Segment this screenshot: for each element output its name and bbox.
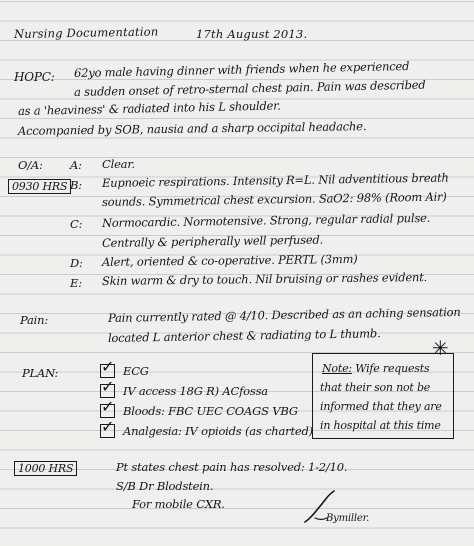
oa-letter-e: E: [70, 276, 82, 290]
oa-text-b: Eupnoeic respirations. Intensity R=L. Nil adventitious breath [101, 170, 449, 190]
plan-item [100, 357, 149, 378]
oa-label: O/A: [18, 158, 43, 172]
note-line [322, 362, 429, 376]
document-title: Nursing Documentation [13, 24, 159, 41]
hopc-line: Accompanied by SOB, nausia and a sharp occipital headache. [17, 119, 367, 138]
plan-item-label: ECG [123, 364, 149, 378]
check-icon: ✓ [101, 397, 115, 416]
plan-item-label: IV access 18G R) ACfossa [123, 384, 268, 398]
hopc-line: 62yo male having dinner with friends when he experienced [73, 58, 410, 80]
pain-line: located L anterior chest & radiating to L thumb. [107, 326, 381, 345]
plan-label: PLAN: [22, 366, 59, 380]
oa-letter-d: D: [70, 256, 83, 270]
oa-text-a: Clear. [102, 157, 135, 171]
oa-text-d: Alert, oriented & co-operative. PERTL (3mm) [101, 251, 358, 269]
time-badge-1000: 1000 HRS [14, 461, 77, 476]
check-icon: ✓ [101, 357, 115, 376]
pain-line: Pain currently rated @ 4/10. Described as an aching sensation [107, 304, 461, 325]
hopc-line: a sudden onset of retro-sternal chest pain. Pain was described [73, 77, 426, 99]
note-line: informed that they are [320, 400, 442, 413]
note-line: that their son not be [320, 381, 431, 394]
signature: Bymiller. [326, 513, 370, 524]
followup-line: Pt states chest pain has resolved: 1-2/10. [116, 460, 348, 474]
checkbox[interactable] [100, 417, 115, 438]
note-line: in hospital at this time [320, 419, 441, 432]
pain-label: Pain: [20, 313, 49, 327]
followup-line: S/B Dr Blodstein. [116, 479, 214, 493]
plan-item [100, 417, 313, 438]
plan-item [100, 397, 298, 418]
checkbox[interactable] [100, 397, 115, 418]
note-prefix: Note: [322, 362, 352, 375]
oa-letter-b: B: [70, 178, 82, 192]
asterisk-icon: ✳ [432, 336, 449, 360]
checkbox[interactable] [100, 357, 115, 378]
time-badge-0930: 0930 HRS [8, 179, 71, 194]
oa-text-b: sounds. Symmetrical chest excursion. SaO2: 98% (Room Air) [101, 189, 447, 209]
oa-letter-a: A: [70, 158, 82, 172]
plan-item-label: Analgesia: IV opioids (as charted) [123, 424, 313, 438]
document-date: 17th August 2013. [196, 27, 308, 41]
plan-item-label: Bloods: FBC UEC COAGS VBG [123, 404, 298, 418]
check-icon: ✓ [101, 377, 115, 396]
oa-letter-c: C: [70, 217, 83, 231]
check-icon: ✓ [101, 417, 115, 436]
hopc-label: HOPC: [14, 70, 55, 84]
followup-line: For mobile CXR. [132, 497, 225, 511]
checkbox[interactable] [100, 377, 115, 398]
oa-text-c: Normocardic. Normotensive. Strong, regular radial pulse. [101, 210, 431, 230]
note-text: Wife requests [355, 362, 430, 375]
oa-text-e: Skin warm & dry to touch. Nil bruising or rashes evident. [101, 270, 428, 288]
hopc-line: as a 'heaviness' & radiated into his L shoulder. [17, 98, 281, 118]
plan-item [100, 377, 268, 398]
oa-text-c: Centrally & peripherally well perfused. [101, 232, 324, 250]
